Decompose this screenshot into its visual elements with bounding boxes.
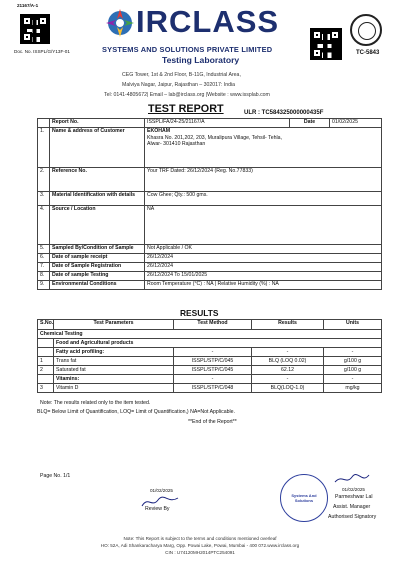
details-row: 5. Sampled By/Condition of Sample Not Applicable / OK bbox=[38, 245, 382, 254]
group-row: Vitamins: - - - bbox=[38, 375, 382, 384]
table-row: 2 Saturated fat ISSPL/STP/C/045 62.12 g/100 g bbox=[38, 366, 382, 375]
table-row: 1 Trans fat ISSPL/STP/C/045 BLQ (LOQ 0.02) g/100 g bbox=[38, 357, 382, 366]
reviewed-by: Review By bbox=[145, 506, 170, 512]
irclass-logo bbox=[98, 6, 308, 42]
report-no-row bbox=[38, 119, 382, 128]
details-row: 9. Environmental Conditions Room Temperature (°C) : NA | Relative Humidity (%) : NA bbox=[38, 281, 382, 290]
results-header-row: S.No. Test Parameters Test Method Results Units bbox=[38, 320, 382, 330]
lab-name: Testing Laboratory bbox=[162, 55, 240, 65]
company-name: SYSTEMS AND SOLUTIONS PRIVATE LIMITED bbox=[102, 45, 273, 54]
report-no-value: ISSPL/FA/24-25/21167/A bbox=[145, 119, 290, 128]
customer-name: EKOHAM bbox=[147, 128, 171, 134]
details-row: 1. Name & address of Customer EKOHAM Khasra No. 201,202, 203, Muralipura Village, Tehsil- Tehla, Alwar- 301410 Rajasthan bbox=[38, 128, 382, 168]
results-note: Note: The results related only to the item tested. bbox=[40, 400, 151, 406]
table-row: 3 Vitamin D ISSPL/STP/C/048 BLQ(LOQ-1.0) mg/kg bbox=[38, 384, 382, 393]
blq-note: BLQ= Below Limit of Quantification, LOQ= Limit of Quantification,) NA=Not Applicable. bbox=[37, 409, 235, 415]
signatory-signature bbox=[332, 472, 372, 488]
contact-line: Tel: 0141-4805672| Email – lab@irclass.org |Website : www.issplab.com bbox=[104, 92, 270, 98]
address-line-1: CEG Tower, 1st & 2nd Floor, B-11G, Industrial Area, bbox=[122, 72, 241, 78]
company-stamp bbox=[280, 474, 328, 522]
details-row: 7. Date of Sample Registration 26/12/2024 bbox=[38, 263, 382, 272]
subsection-row: Food and Agricultural products bbox=[38, 339, 382, 348]
form-number: 21167/A-1 bbox=[17, 3, 39, 8]
details-row: 6. Date of sample receipt 26/12/2024 bbox=[38, 254, 382, 263]
date-value: 01/02/2025 bbox=[330, 119, 382, 128]
signatory-role: Assist. Manager bbox=[333, 504, 371, 510]
report-title: TEST REPORT bbox=[148, 103, 224, 115]
group-row: Fatty acid profiling: - - - bbox=[38, 348, 382, 357]
results-title: RESULTS bbox=[180, 308, 219, 318]
details-row: 3. Material Identification with details Cow Ghee; Qty.: 500 gms. bbox=[38, 192, 382, 206]
accreditation-code: TC-5843 bbox=[356, 50, 380, 56]
seal-inner-ring-icon bbox=[358, 22, 376, 40]
signatory-date: 01/02/2025 bbox=[342, 487, 365, 492]
customer-address: Khasra No. 201,202, 203, Muralipura Village, Tehsil- Tehla, Alwar- 301410 Rajasthan bbox=[147, 134, 282, 147]
address-line-2: Malviya Nagar, Jaipur, Rajasthan – 302017: India bbox=[122, 82, 236, 88]
report-no-label: Report No. bbox=[50, 119, 145, 128]
section-row: Chemical Testing bbox=[38, 330, 382, 339]
signatory-name: Parmeshwar Lal bbox=[335, 494, 373, 500]
qr-code-left bbox=[20, 14, 50, 44]
details-row: 2. Reference No. Your TRF Dated: 26/12/2024 (Reg. No.77833) bbox=[38, 168, 382, 192]
stamp-text: Systems And Solutions bbox=[291, 493, 317, 503]
page-number: Page No. 1/1 bbox=[40, 473, 71, 479]
brand-name: IRCLASS bbox=[136, 4, 280, 39]
footer-cin: CIN : U74120MH2014PTC254091 bbox=[165, 550, 235, 555]
review-date: 01/02/2025 bbox=[150, 488, 173, 493]
details-row: 4. Source / Location NA bbox=[38, 206, 382, 245]
end-of-report: **End of the Report** bbox=[188, 419, 237, 425]
doc-number: Doc. No. ISSPL/G/Y13F-01 bbox=[14, 49, 70, 54]
details-row: 8. Date of sample Testing 26/12/2024 To 15/01/2025 bbox=[38, 272, 382, 281]
accreditation-seal bbox=[350, 14, 382, 46]
ulr-number: ULR : TC584325000000435F bbox=[244, 110, 324, 116]
qr-code-right bbox=[310, 28, 342, 60]
results-table bbox=[37, 319, 382, 393]
report-details-table bbox=[37, 118, 382, 290]
footer-note-terms: Note: This Report is subject to the terms and conditions mentioned overleaf bbox=[123, 536, 277, 541]
date-label: Date bbox=[290, 119, 330, 128]
footer-head-office: HO: 52A, Adi Shankaracharya Marg, Opp. Powai Lake, Powai, Mumbai - 400 072.www.irclass.org bbox=[100, 543, 300, 548]
signatory-title: Authorised Signatory bbox=[328, 514, 377, 520]
